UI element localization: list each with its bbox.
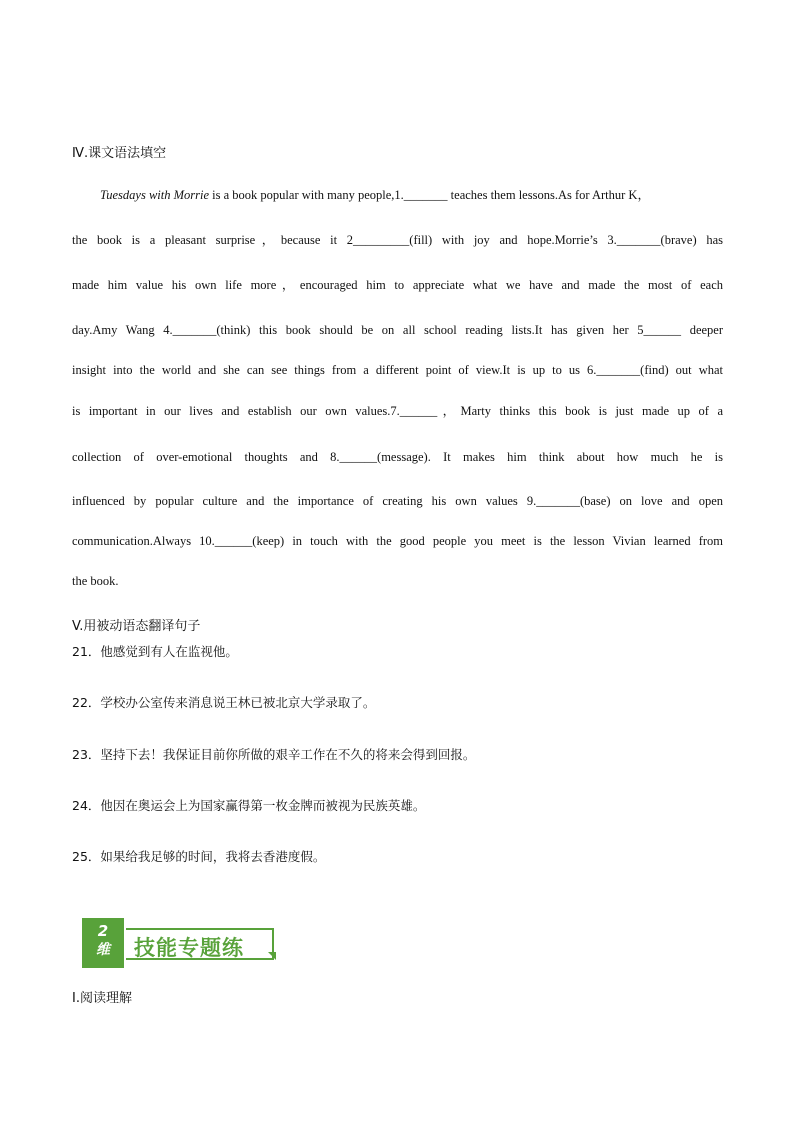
section4-heading: Ⅳ.课文语法填空 [72, 146, 167, 161]
banner-badge [82, 918, 124, 968]
passage-line-2: the book is a pleasant surprise，because it 2_________(fill) with joy and hope.Morrie’s 3._______(brave) has [72, 233, 723, 247]
passage-line-3: made him value his own life more，encouraged him to appreciate what we have and made the most of each [72, 278, 723, 292]
banner-title: 技能专题练 [134, 936, 244, 960]
passage-line-1 [100, 187, 723, 203]
passage-line-10: the book. [72, 574, 119, 588]
passage-line-9: communication.Always 10.______(keep) in touch with the good people you meet is the lesson Vivian learned from [72, 534, 723, 548]
passage-line-5: insight into the world and she can see things from a different point of view.It is up to us 6._______(find) out what [72, 363, 723, 377]
book-title: Tuesdays with Morrie [100, 188, 210, 202]
banner-badge-char: 维 [96, 942, 110, 958]
section5-heading: V.用被动语态翻译句子 [72, 619, 201, 634]
translation-item-24: 24．他因在奥运会上为国家赢得第一枚金牌而被视为民族英雄。 [72, 798, 426, 813]
passage-line-4: day.Amy Wang 4._______(think) this book should be on all school reading lists.It has given her 5______ deeper [72, 323, 723, 337]
banner-corner-triangle [268, 952, 276, 960]
passage-line-7: collection of over-emotional thoughts and 8.______(message). It makes him think about how much he is [72, 450, 723, 464]
translation-item-22: 22．学校办公室传来消息说王林已被北京大学录取了。 [72, 695, 376, 710]
banner-title-box [126, 928, 274, 960]
passage-line-6: is important in our lives and establish our own values.7.______，Marty thinks this book is just made up of a [72, 404, 723, 418]
section1-heading: Ⅰ.阅读理解 [72, 991, 132, 1006]
translation-item-25: 25．如果给我足够的时间，我将去香港度假。 [72, 849, 326, 864]
passage-line-8: influenced by popular culture and the importance of creating his own values 9._______(base) on love and open [72, 494, 723, 508]
translation-item-21: 21．他感觉到有人在监视他。 [72, 644, 238, 659]
section-banner [82, 918, 278, 970]
passage-line-1-text: is a book popular with many people,1._______ teaches them lessons.As for Arthur K， [209, 188, 650, 202]
banner-badge-number: 2 [97, 922, 109, 940]
translation-item-23: 23．坚持下去！我保证目前你所做的艰辛工作在不久的将来会得到回报。 [72, 747, 476, 762]
